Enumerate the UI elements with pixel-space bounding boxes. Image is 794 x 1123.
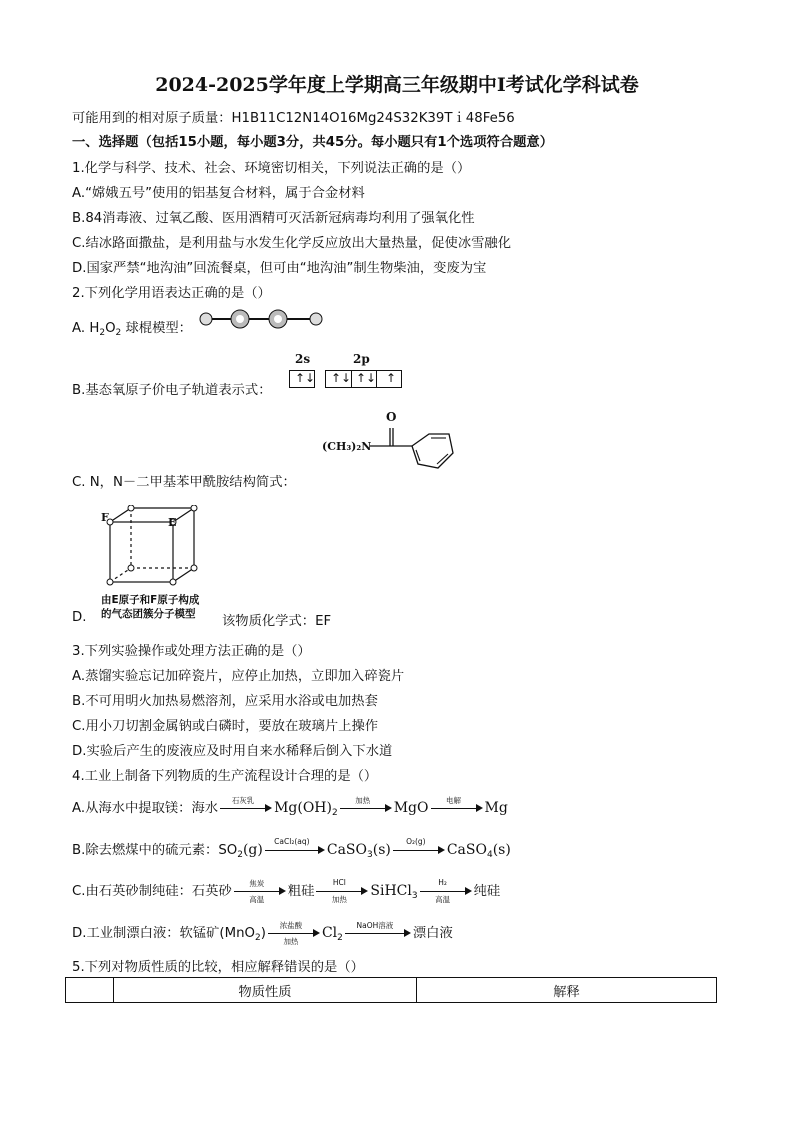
q5-stem: 5.下列对物质性质的比较，相应解释错误的是（） xyxy=(72,960,364,975)
product-sub: 2 xyxy=(337,933,343,943)
arrow-condition: H₂ xyxy=(438,878,447,887)
product: Mg(OH) xyxy=(274,800,332,816)
reaction-arrow xyxy=(265,837,325,857)
cube-caption-line2: 的气态团簇分子模型 xyxy=(101,608,196,620)
q1-option-d: D.国家严禁“地沟油”回流餐桌，但可由“地沟油”制生物柴油，变废为宝 xyxy=(72,261,487,276)
q2-option-b: B.基态氧原子价电子轨道表示式： xyxy=(72,383,272,398)
q4d-text: D.工业制漂白液：软锰矿(MnO xyxy=(72,926,255,941)
q3-option-c: C.用小刀切割金属钠或白磷时，要放在玻璃片上操作 xyxy=(72,719,379,734)
q4-option-a xyxy=(72,797,508,818)
reaction-arrow xyxy=(316,878,368,904)
orbital-2p-label: 2p xyxy=(353,352,370,366)
q4a-text: A.从海水中提取镁：海水 xyxy=(72,801,219,816)
arrow-condition: 加热 xyxy=(355,796,371,805)
arrow-condition: 石灰乳 xyxy=(231,796,255,805)
product-sub: 4 xyxy=(486,850,493,860)
atomic-mass-line: 可能用到的相对原子质量：H1B11C12N14O16Mg24S32K39Tｉ48Fe56 xyxy=(72,111,515,126)
q5-table xyxy=(65,977,717,1003)
product: 粗硅 xyxy=(287,884,315,899)
q1-stem: 1.化学与科学、技术、社会、环境密切相关，下列说法正确的是（） xyxy=(72,161,471,176)
product-sub: 3 xyxy=(367,850,373,860)
orbital-2s-label: 2s xyxy=(295,352,311,366)
q2a-prefix: A. H xyxy=(72,321,100,336)
state: (s) xyxy=(372,842,391,858)
reaction-arrow xyxy=(431,796,483,815)
table-cell-empty xyxy=(66,978,114,1003)
product: MgO xyxy=(393,800,429,816)
q3-option-b: B.不可用明火加热易燃溶剂，应采用水浴或电加热套 xyxy=(72,694,378,709)
q2-option-a xyxy=(72,317,192,338)
q4b-text: B.除去燃煤中的硫元素：SO xyxy=(72,843,238,858)
orbital-boxes-2p: ↑↓ ↑↓ ↑ xyxy=(325,370,402,388)
q4-option-b xyxy=(72,839,511,860)
paren: ) xyxy=(260,926,266,941)
state: (s) xyxy=(492,842,511,858)
cluster-molecule-cube-image xyxy=(98,505,218,590)
q3-option-a: A.蒸馏实验忘记加碎瓷片，应停止加热，立即加入碎瓷片 xyxy=(72,669,405,684)
product-sub: 2 xyxy=(255,933,261,943)
arrow-condition: 浓盐酸 xyxy=(279,921,303,930)
q2-option-c: C. N，N－二甲基苯甲酰胺结构简式： xyxy=(72,475,296,490)
dimethylamino-label: (CH₃)₂N xyxy=(322,440,372,453)
q2-option-d-prefix: D. xyxy=(72,610,87,625)
reaction-arrow xyxy=(234,879,286,904)
table-header-row xyxy=(66,978,717,1003)
product: CaSO xyxy=(446,842,487,858)
q2-stem: 2.下列化学用语表达正确的是（） xyxy=(72,286,271,301)
q4-option-d xyxy=(72,921,453,946)
q2-option-d-formula: 该物质化学式：EF xyxy=(222,614,332,629)
q2a-sub2: 2 xyxy=(115,328,122,338)
q1-option-b: B.84消毒液、过氧乙酸、医用酒精可灭活新冠病毒均利用了强氧化性 xyxy=(72,211,475,226)
state: (g) xyxy=(242,842,263,858)
product: 漂白液 xyxy=(412,926,453,941)
reaction-arrow xyxy=(340,796,392,815)
arrow-condition: O₂(g) xyxy=(406,837,426,846)
carbonyl-o-label: O xyxy=(386,410,397,424)
q2a-mid: O xyxy=(105,321,116,336)
q4c-text: C.由石英砂制纯硅：石英砂 xyxy=(72,884,232,899)
cube-label-e: E xyxy=(168,516,177,529)
table-header-explanation: 解释 xyxy=(417,978,717,1003)
reaction-arrow xyxy=(345,921,411,940)
q1-option-a: A.“嫦娥五号”使用的铝基复合材料，属于合金材料 xyxy=(72,186,365,201)
arrow-condition: 高温 xyxy=(435,895,451,904)
product: Cl xyxy=(321,925,338,941)
arrow-condition: 高温 xyxy=(249,895,265,904)
product: Mg xyxy=(484,800,508,816)
q2a-suffix: 球棍模型： xyxy=(121,321,192,336)
arrow-condition: CaCl₂(aq) xyxy=(274,837,310,846)
q1-option-c: C.结冰路面撒盐，是利用盐与水发生化学反应放出大量热量，促使冰雪融化 xyxy=(72,236,512,251)
exam-title: 2024-2025学年度上学期高三年级期中Ⅰ考试化学科试卷 xyxy=(155,74,639,96)
arrow-condition: NaOH溶液 xyxy=(356,921,394,930)
reaction-arrow xyxy=(220,796,272,815)
reaction-arrow xyxy=(268,921,320,946)
product-sub: 2 xyxy=(237,850,243,860)
table-header-property: 物质性质 xyxy=(114,978,417,1003)
q4-stem: 4.工业上制备下列物质的生产流程设计合理的是（） xyxy=(72,769,378,784)
benzamide-structure-image xyxy=(360,420,460,480)
product-sub: 2 xyxy=(331,808,338,818)
section-heading: 一、选择题（包括15小题，每小题3分，共45分。每小题只有1个选项符合题意） xyxy=(72,135,554,150)
ball-stick-model-image xyxy=(198,308,328,330)
product: SiHCl xyxy=(370,883,412,899)
arrow-condition: 加热 xyxy=(283,937,299,946)
q3-option-d: D.实验后产生的废液应及时用自来水稀释后倒入下水道 xyxy=(72,744,393,759)
reaction-arrow xyxy=(393,837,445,857)
product-sub: 3 xyxy=(411,891,418,901)
cube-label-f: F xyxy=(101,511,109,524)
reaction-arrow xyxy=(420,878,472,904)
q2a-sub1: 2 xyxy=(99,328,106,338)
product: 纯硅 xyxy=(473,884,501,899)
q4-option-c xyxy=(72,878,501,904)
arrow-condition: 电解 xyxy=(446,796,461,805)
arrow-condition: 加热 xyxy=(331,895,347,904)
cube-caption-line1: 由E原子和F原子构成 xyxy=(101,594,200,606)
arrow-condition: HCl xyxy=(332,878,346,887)
arrow-condition: 焦炭 xyxy=(249,879,265,888)
product: CaSO xyxy=(326,842,367,858)
orbital-box-2s: ↑↓ xyxy=(289,370,315,388)
q3-stem: 3.下列实验操作或处理方法正确的是（） xyxy=(72,644,311,659)
